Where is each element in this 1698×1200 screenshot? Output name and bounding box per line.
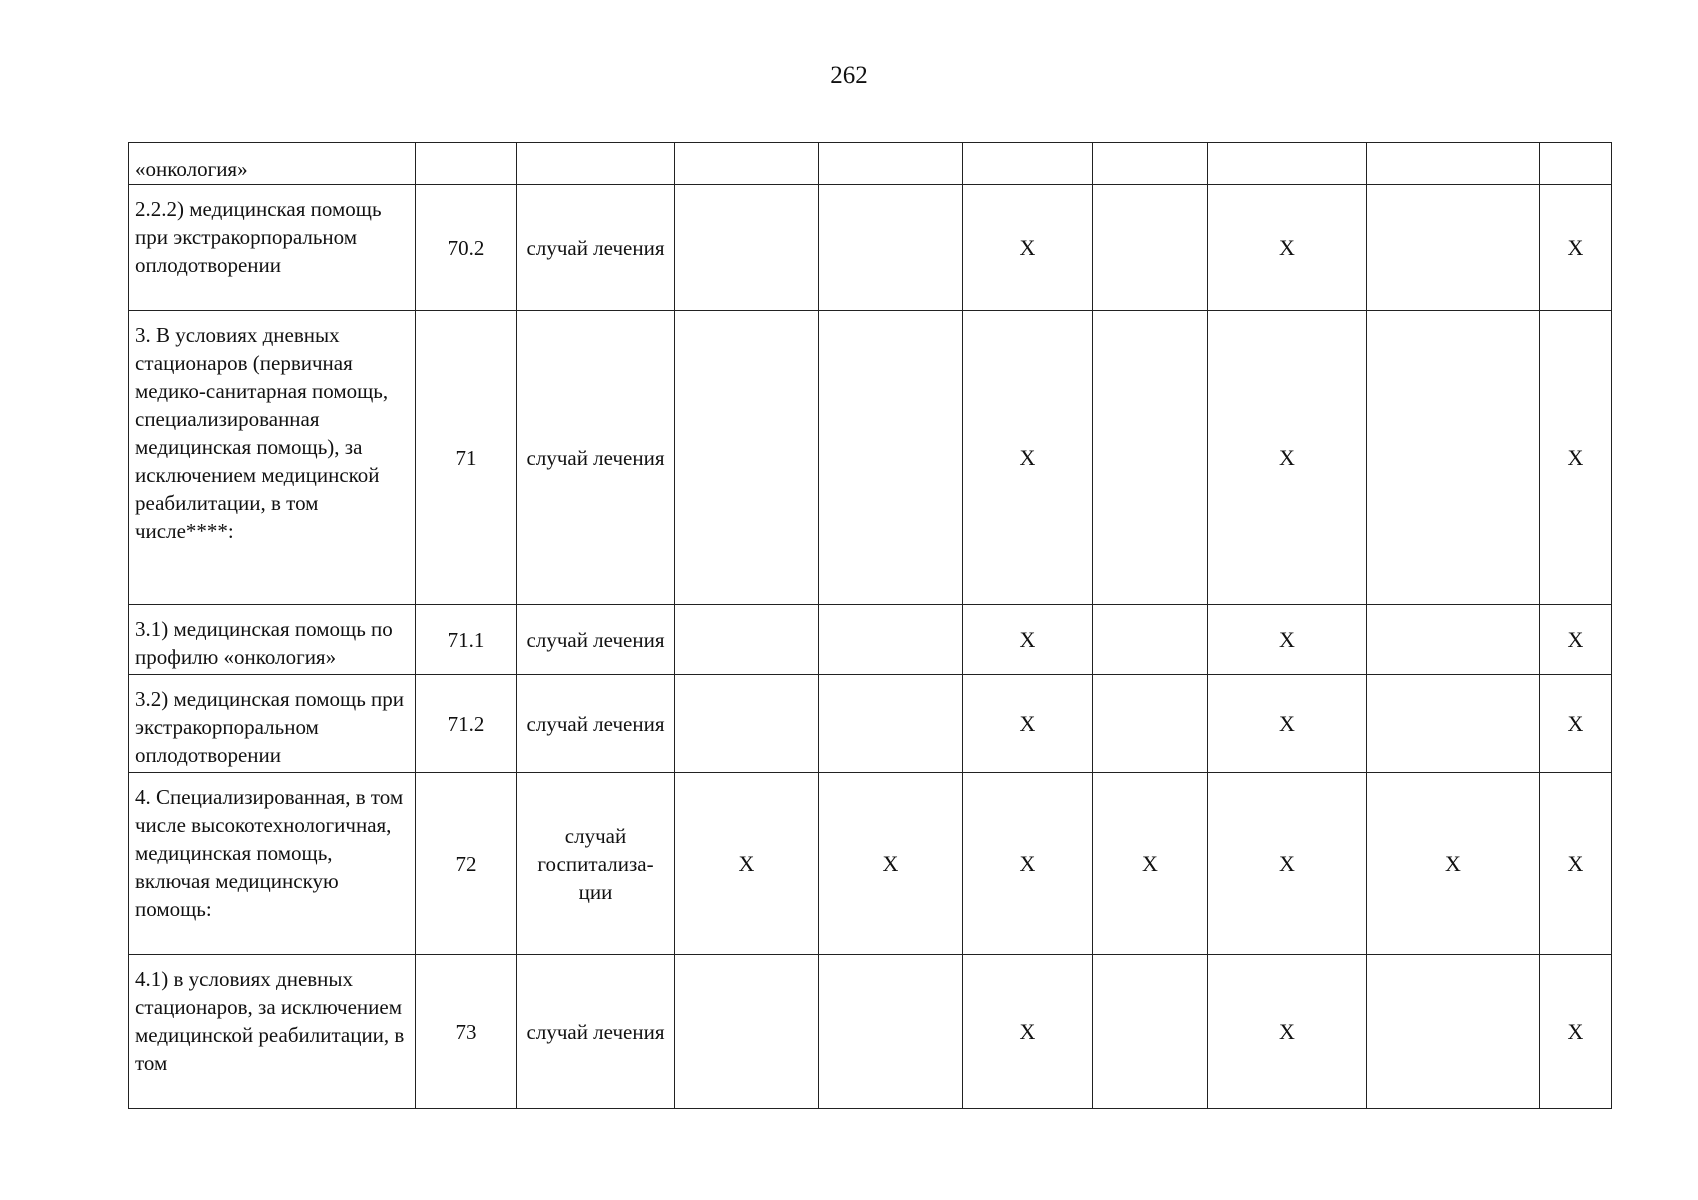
row-name-cell: 3.2) медицинская помощь при экстракорпоральном оплодотворении [129,675,416,773]
row-mark-cell [1093,675,1208,773]
row-unit-cell: случай лечения [517,185,675,311]
row-mark-cell: X [1093,773,1208,955]
row-code-cell: 70.2 [416,185,517,311]
row-mark-cell [819,311,963,605]
row-code-cell: 71.1 [416,605,517,675]
row-mark-cell: X [1367,773,1540,955]
row-mark-cell: X [1208,311,1367,605]
row-mark-cell [675,185,819,311]
row-mark-cell [675,605,819,675]
row-unit-cell: случай лечения [517,605,675,675]
row-mark-cell: X [963,185,1093,311]
row-mark-cell [675,675,819,773]
row-mark-cell [1208,143,1367,185]
table-row [129,773,1612,955]
row-mark-cell [1093,185,1208,311]
table-row [129,143,1612,185]
row-mark-cell: X [1208,185,1367,311]
row-mark-cell [1093,955,1208,1109]
row-code-cell: 72 [416,773,517,955]
row-mark-cell [1367,311,1540,605]
row-mark-cell [675,311,819,605]
row-name-cell: 2.2.2) медицинская помощь при экстракорпоральном оплодотворении [129,185,416,311]
row-mark-cell [1093,143,1208,185]
row-unit-cell: случай лечения [517,311,675,605]
row-mark-cell: X [1208,675,1367,773]
row-name-cell: 4. Специализированная, в том числе высокотехнологичная, медицинская помощь, включая медицинскую помощь: [129,773,416,955]
table-row [129,955,1612,1109]
table-row [129,185,1612,311]
row-code-cell: 71.2 [416,675,517,773]
row-mark-cell [819,675,963,773]
row-mark-cell [1093,311,1208,605]
row-mark-cell [819,143,963,185]
row-mark-cell: X [963,605,1093,675]
row-name-cell: 4.1) в условиях дневных стационаров, за исключением медицинской реабилитации, в том [129,955,416,1109]
row-mark-cell: X [1208,605,1367,675]
row-mark-cell: X [1540,773,1612,955]
row-mark-cell: X [963,311,1093,605]
row-mark-cell [963,143,1093,185]
row-mark-cell: X [1540,185,1612,311]
row-code-cell [416,143,517,185]
table-row [129,675,1612,773]
row-mark-cell: X [1208,773,1367,955]
row-mark-cell [1367,675,1540,773]
row-mark-cell [1367,605,1540,675]
row-mark-cell: X [1540,955,1612,1109]
row-name-cell: «онкология» [129,143,416,185]
data-table [128,142,1612,1109]
row-mark-cell: X [819,773,963,955]
row-mark-cell [1093,605,1208,675]
row-code-cell: 73 [416,955,517,1109]
table-row [129,605,1612,675]
row-mark-cell [819,605,963,675]
row-mark-cell [819,185,963,311]
row-mark-cell [1367,143,1540,185]
row-unit-cell: случай госпитализа-ции [517,773,675,955]
row-mark-cell: X [1208,955,1367,1109]
row-code-cell: 71 [416,311,517,605]
page-number: 262 [830,62,868,89]
row-name-cell: 3.1) медицинская помощь по профилю «онкология» [129,605,416,675]
row-unit-cell: случай лечения [517,675,675,773]
row-mark-cell: X [1540,675,1612,773]
table-row [129,311,1612,605]
row-mark-cell: X [963,773,1093,955]
row-mark-cell [1540,143,1612,185]
row-mark-cell [675,143,819,185]
row-mark-cell [819,955,963,1109]
row-mark-cell [675,955,819,1109]
row-mark-cell: X [1540,311,1612,605]
row-name-cell: 3. В условиях дневных стационаров (первичная медико-санитарная помощь, специализированная медицинская помощь), за исключением медицинской реабилитации, в том числе****: [129,311,416,605]
row-mark-cell: X [963,675,1093,773]
row-mark-cell: X [675,773,819,955]
row-mark-cell [1367,955,1540,1109]
row-mark-cell: X [1540,605,1612,675]
row-mark-cell [1367,185,1540,311]
row-unit-cell [517,143,675,185]
row-unit-cell: случай лечения [517,955,675,1109]
row-mark-cell: X [963,955,1093,1109]
